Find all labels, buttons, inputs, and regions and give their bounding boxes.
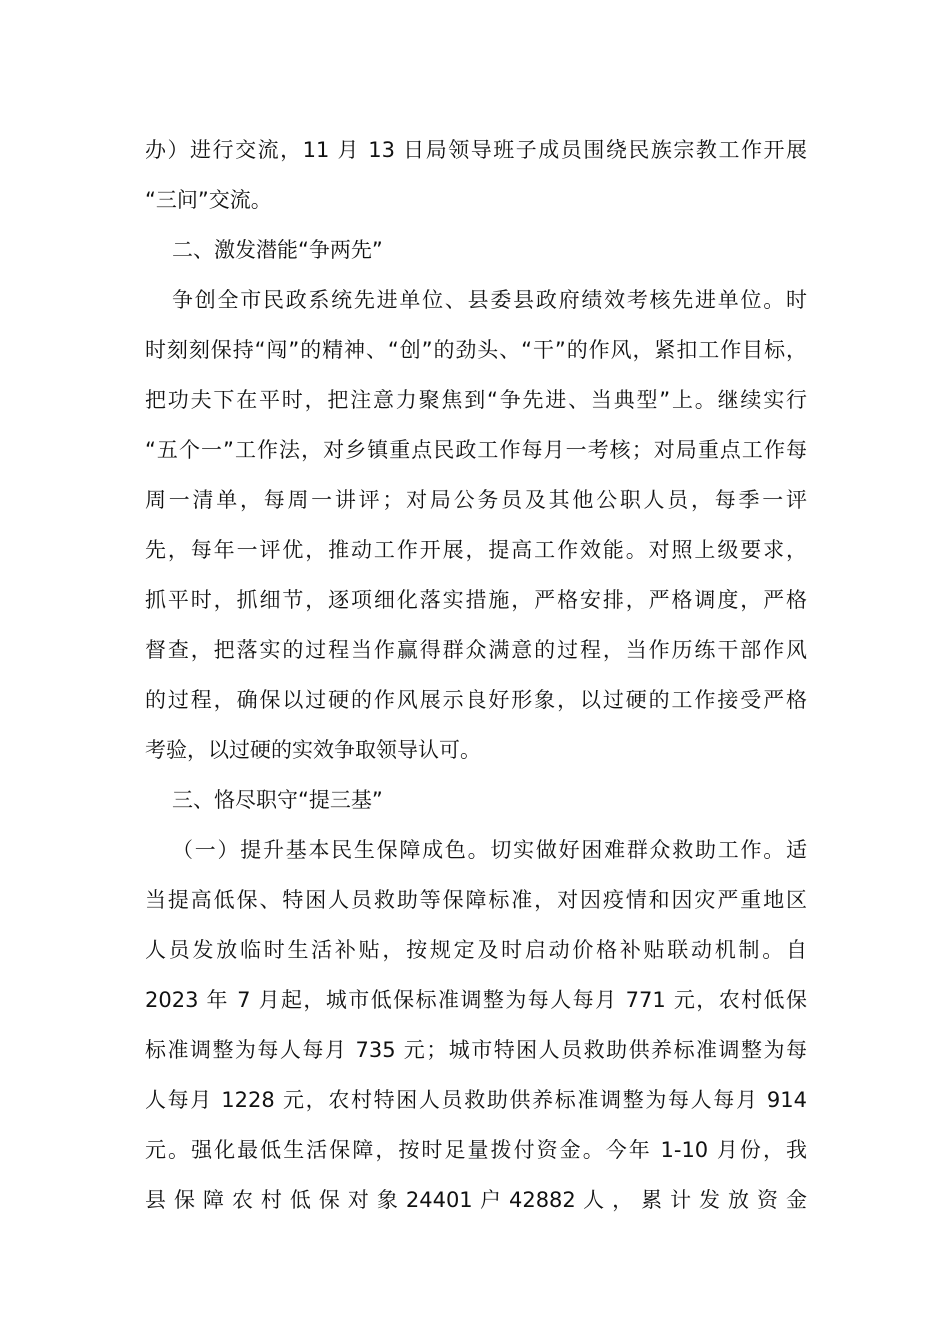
body-text-line: 人员发放临时生活补贴，按规定及时启动价格补贴联动机制。自: [145, 938, 807, 962]
body-text-line: 办）进行交流，11 月 13 日局领导班子成员围绕民族宗教工作开展: [145, 138, 807, 162]
body-text-line: 把功夫下在平时，把注意力聚焦到“争先进、当典型”上。继续实行: [145, 388, 807, 412]
body-text-line: “三问”交流。: [145, 188, 272, 212]
body-text-line: 标准调整为每人每月 735 元；城市特困人员救助供养标准调整为每: [145, 1038, 807, 1062]
body-text-line: 抓平时，抓细节，逐项细化落实措施，严格安排，严格调度，严格: [145, 588, 807, 612]
body-text-line: 的过程，确保以过硬的作风展示良好形象，以过硬的工作接受严格: [145, 688, 807, 712]
body-text-line: （一）提升基本民生保障成色。切实做好困难群众救助工作。适: [172, 838, 807, 862]
section-heading: 二、激发潜能“争两先”: [172, 238, 383, 262]
body-text-line: 考验，以过硬的实效争取领导认可。: [145, 738, 481, 762]
body-text-line: 先，每年一评优，推动工作开展，提高工作效能。对照上级要求，: [145, 538, 807, 562]
body-text-line: 督查，把落实的过程当作赢得群众满意的过程，当作历练干部作风: [145, 638, 807, 662]
body-text-line: 县 保 障 农 村 低 保 对 象 24401 户 42882 人 ， 累 计 发 放 资 金: [145, 1188, 807, 1212]
body-text-line: 当提高低保、特困人员救助等保障标准，对因疫情和因灾严重地区: [145, 888, 807, 912]
section-heading: 三、恪尽职守“提三基”: [172, 788, 383, 812]
body-text-line: “五个一”工作法，对乡镇重点民政工作每月一考核；对局重点工作每: [145, 438, 807, 462]
body-text-line: 人每月 1228 元，农村特困人员救助供养标准调整为每人每月 914: [145, 1088, 807, 1112]
body-text-line: 争创全市民政系统先进单位、县委县政府绩效考核先进单位。时: [172, 288, 807, 312]
body-text-line: 元。强化最低生活保障，按时足量拨付资金。今年 1-10 月份，我: [145, 1138, 807, 1162]
body-text-line: 周一清单，每周一讲评；对局公务员及其他公职人员，每季一评: [145, 488, 807, 512]
body-text-line: 2023 年 7 月起，城市低保标准调整为每人每月 771 元，农村低保: [145, 988, 807, 1012]
body-text-line: 时刻刻保持“闯”的精神、“创”的劲头、“干”的作风，紧扣工作目标，: [145, 338, 807, 362]
